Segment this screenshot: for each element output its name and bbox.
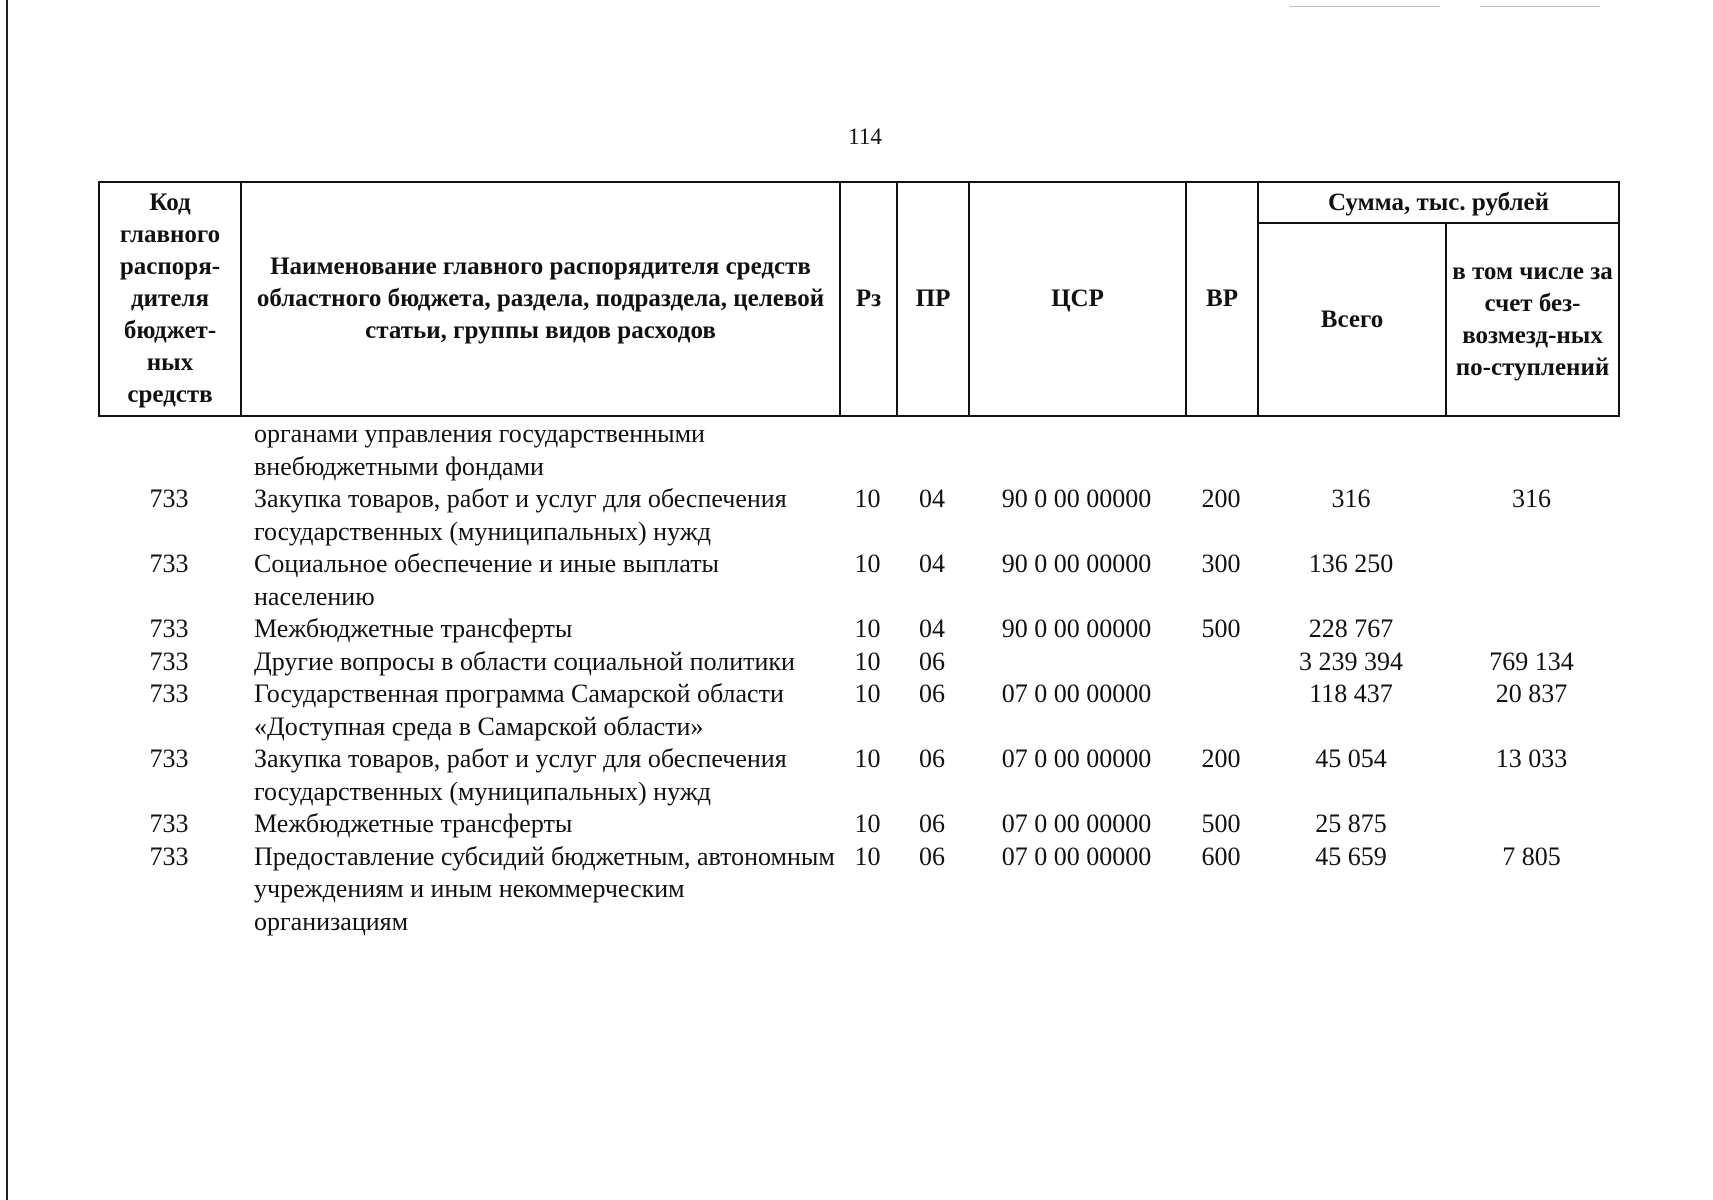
cell-vr: 500 [1201, 614, 1241, 643]
header-total: Всего [1258, 223, 1446, 416]
header-free: в том числе за счет без-возмезд-ных по-ступлений [1446, 223, 1619, 416]
cell-free: 13 033 [1495, 744, 1568, 773]
table-row [98, 808, 1618, 841]
cell-csr: 90 0 00 00000 [1001, 614, 1152, 643]
cell-csr: 90 0 00 00000 [1001, 484, 1152, 513]
cell-pr: 06 [919, 744, 945, 773]
table-header [98, 181, 1620, 417]
cell-pr: 06 [919, 809, 945, 838]
cell-csr: 07 0 00 00000 [1001, 679, 1152, 708]
cell-csr: 07 0 00 00000 [1001, 841, 1152, 871]
scan-left-edge [6, 0, 8, 1200]
cell-rz: 10 [854, 809, 881, 838]
cell-pr: 06 [919, 841, 945, 871]
cell-code: 733 [149, 809, 189, 838]
cell-total: 228 767 [1308, 614, 1394, 643]
table-row [98, 613, 1618, 646]
cell-code: 733 [149, 841, 189, 871]
cell-free [1445, 548, 1618, 613]
cell-free: 316 [1512, 484, 1551, 513]
cell-vr [1185, 418, 1257, 483]
header-name: Наименование главного распорядителя средств областного бюджета, раздела, подраздела, целевой статьи, группы видов расходов [241, 182, 840, 416]
cell-code: 733 [149, 646, 189, 676]
table-row [98, 418, 1618, 483]
cell-vr: 500 [1201, 809, 1241, 838]
cell-name: Межбюджетные трансферты [254, 809, 573, 838]
cell-rz: 10 [854, 484, 881, 513]
cell-code [98, 418, 240, 483]
cell-vr [1185, 678, 1257, 743]
cell-vr: 200 [1201, 744, 1241, 773]
cell-code: 733 [149, 744, 189, 773]
page-number: 114 [848, 124, 882, 149]
cell-pr: 04 [919, 549, 945, 578]
cell-code: 733 [149, 549, 189, 578]
header-pr: ПР [897, 182, 969, 416]
table-row [98, 841, 1618, 939]
cell-total: 3 239 394 [1299, 646, 1403, 676]
cell-code: 733 [149, 679, 189, 708]
cell-vr: 300 [1201, 549, 1241, 578]
scan-artifact-line [1480, 6, 1600, 7]
header-csr: ЦСР [969, 182, 1186, 416]
cell-name: Предоставление субсидий бюджетным, автономным учреждениям и иным некоммерческим организациям [254, 841, 835, 936]
cell-rz: 10 [854, 679, 881, 708]
cell-rz: 10 [854, 744, 881, 773]
cell-total: 45 659 [1315, 841, 1387, 871]
header-vr: ВР [1186, 182, 1258, 416]
table-row [98, 678, 1618, 743]
cell-code: 733 [149, 484, 189, 513]
cell-total: 136 250 [1308, 549, 1394, 578]
cell-free [1445, 808, 1618, 841]
cell-rz: 10 [854, 614, 881, 643]
cell-pr: 06 [919, 646, 945, 676]
cell-name: Государственная программа Самарской области «Доступная среда в Самарской области» [254, 679, 784, 741]
cell-free [1445, 418, 1618, 483]
cell-csr: 07 0 00 00000 [1001, 744, 1152, 773]
cell-name: Межбюджетные трансферты [254, 614, 573, 643]
cell-free: 769 134 [1489, 646, 1574, 676]
table-row [98, 548, 1618, 613]
cell-free: 7 805 [1502, 841, 1561, 871]
cell-total: 118 437 [1309, 679, 1393, 708]
cell-rz [839, 418, 896, 483]
cell-vr: 200 [1201, 484, 1241, 513]
table-row [98, 743, 1618, 808]
scan-artifact-line [1290, 6, 1440, 7]
cell-vr: 600 [1201, 841, 1241, 871]
cell-rz: 10 [854, 646, 881, 676]
cell-rz: 10 [854, 549, 881, 578]
cell-pr: 04 [919, 484, 945, 513]
cell-total [1257, 418, 1445, 483]
header-sum: Сумма, тыс. рублей [1258, 182, 1619, 223]
cell-csr [968, 418, 1185, 483]
cell-vr [1185, 646, 1257, 679]
table-row [98, 483, 1618, 548]
cell-csr [968, 646, 1185, 679]
cell-name: Закупка товаров, работ и услуг для обеспечения государственных (муниципальных) нужд [254, 484, 787, 546]
cell-pr [896, 418, 968, 483]
cell-total: 25 875 [1315, 809, 1387, 838]
header-rz: Рз [840, 182, 897, 416]
cell-name: органами управления государственными внебюджетными фондами [254, 419, 705, 481]
cell-csr: 07 0 00 00000 [1001, 809, 1152, 838]
cell-pr: 06 [919, 679, 945, 708]
cell-free [1445, 613, 1618, 646]
cell-total: 316 [1331, 484, 1371, 513]
cell-name: Закупка товаров, работ и услуг для обеспечения государственных (муниципальных) нужд [254, 744, 787, 806]
cell-rz: 10 [854, 841, 881, 871]
table-body [98, 418, 1618, 938]
header-code: Код главного распоря-дителя бюджет-ных средств [99, 182, 241, 416]
table-row [98, 646, 1618, 679]
cell-pr: 04 [919, 614, 945, 643]
cell-total: 45 054 [1315, 744, 1387, 773]
cell-name: Другие вопросы в области социальной политики [254, 646, 795, 676]
cell-code: 733 [149, 614, 189, 643]
cell-csr: 90 0 00 00000 [1001, 549, 1152, 578]
cell-name: Социальное обеспечение и иные выплаты населению [254, 549, 720, 611]
cell-free: 20 837 [1495, 679, 1568, 708]
